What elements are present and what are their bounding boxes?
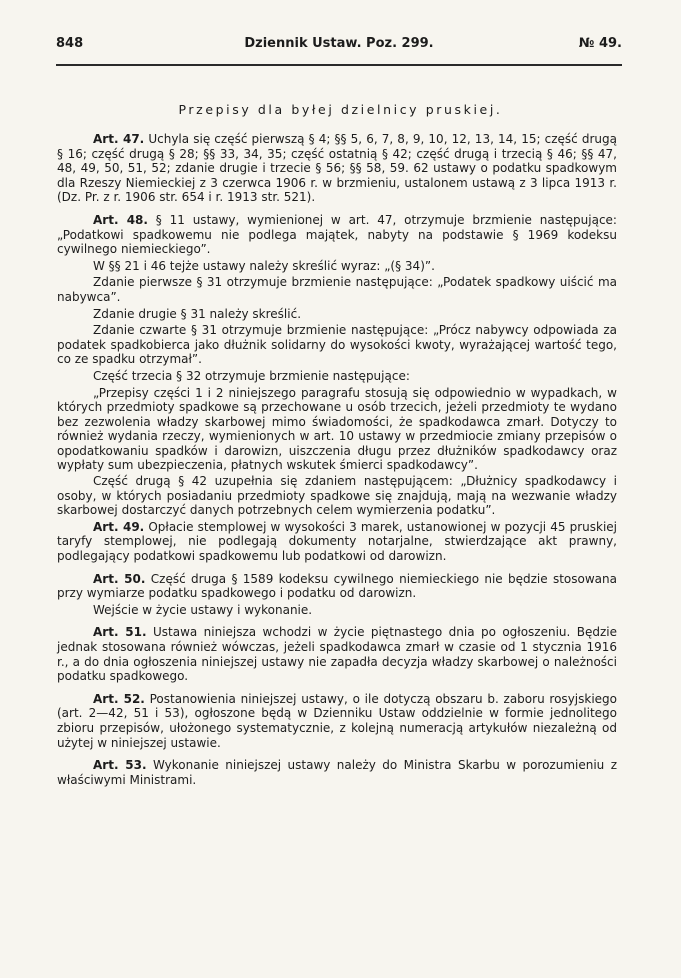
- paragraph: [57, 520, 617, 564]
- paragraph: [57, 213, 617, 257]
- paragraph: [57, 572, 617, 601]
- paragraph-text: Część drugą § 42 uzupełnia się zdaniem następującem: „Dłużnicy spadkodawcy i osoby, w których posiadaniu przedmioty spadkowe się znajdują, mają na wezwanie władzy skarbowej dostarczyć danych potrzebnych celem wymierzenia podatku”.: [57, 474, 617, 518]
- article-number: Art. 47.: [93, 132, 145, 146]
- article-number: Art. 53.: [93, 758, 147, 773]
- header-rule: [56, 64, 622, 66]
- paragraph: [57, 323, 617, 367]
- section-heading: [57, 603, 617, 618]
- document-body: [57, 132, 617, 789]
- article-number: Art. 51.: [93, 625, 147, 640]
- paragraph: [57, 758, 617, 787]
- paragraph-text: Postanowienia niniejszej ustawy, o ile dotyczą obszaru b. zaboru rosyjskiego (art. 2—42, 51 i 53), ogłoszone będą w Dzienniku Ustaw oddzielnie w formie jednolitego zbioru przepisów, ułożonego systematycznie, z kolejną numeracją artykułów niezależną od użytej w niniejszej ustawie.: [57, 691, 618, 750]
- paragraph-text: Uchyla się część pierwszą § 4; §§ 5, 6, 7, 8, 9, 10, 12, 13, 14, 15; część drugą § 16; część drugą § 28; §§ 33, 34, 35; część ostatnią § 42; część drugą i trzecią § 46; §§ 47, 48, 49, 50, 51, 52; zdanie drugie i trzecie § 56; §§ 58, 59. 62 ustawy o podatku spadkowym dla Rzeszy Niemieckiej z 3 czerwca 1906 r. w brzmieniu, ustalonem ustawą z 3 lipca 1913 r. (Dz. Pr. z r. 1906 str. 654 i r. 1913 str. 521).: [57, 132, 617, 205]
- article-number: Art. 48.: [93, 212, 148, 227]
- paragraph-text: Opłacie stemplowej w wysokości 3 marek, ustanowionej w pozycji 45 pruskiej taryfy stemplowej, nie podlegają dokumenty notarjalne, stwierdzające akt prawny, podlegający podatkowi spadkowemu lub podatkowi od darowizn.: [57, 519, 618, 564]
- paragraph-text: Wykonanie niniejszej ustawy należy do Ministra Skarbu w porozumieniu z właściwymi Ministrami.: [57, 758, 618, 787]
- paragraph-text: Zdanie czwarte § 31 otrzymuje brzmienie następujące: „Prócz nabywcy odpowiada za podatek spadkobierca jako dłużnik solidarny do wysokości kwoty, wyrażającej wartość tego, co ze spadku otrzymał”.: [57, 323, 617, 367]
- page-header: [56, 36, 622, 58]
- paragraph: [57, 625, 617, 683]
- paragraph: [57, 692, 617, 750]
- article-number: Art. 50.: [93, 571, 146, 586]
- paragraph-text: Ustawa niniejsza wchodzi w życie piętnastego dnia po ogłoszeniu. Będzie jednak stosowana również wówczas, jeżeli spadkodawca zmarł w czasie od 1 stycznia 1916 r., a do dnia ogłoszenia niniejszej ustawy nie zapadła decyzja władzy skarbowej o należności podatku spadkowego.: [57, 625, 617, 684]
- paragraph-text: § 11 ustawy, wymienionej w art. 47, otrzymuje brzmienie następujące: „Podatkowi spadkowemu nie podlega majątek, nabyty na podstawie § 1969 kodeksu cywilnego niemieckiego”.: [57, 212, 617, 257]
- paragraph: [57, 259, 617, 274]
- page-number: 848: [56, 36, 84, 51]
- article-number: Art. 49.: [93, 519, 145, 534]
- paragraph-text: „Przepisy części 1 i 2 niniejszego paragrafu stosują się odpowiednio w wypadkach, w których przedmioty spadkowe są przechowane u osób trzecich, jeżeli przedmioty te wydano bez zezwolenia władzy skarbowej mimo świadomości, że spadkodawca zmarł. Dotyczy to również wydania rzeczy, wymienionych w art. 10 ustawy w przedmiocie zmiany przepisów o opodatkowaniu spadków i darowizn, uiszczenia długu przez dłużników spadkodawcy oraz wypłaty sum ubezpieczenia, płatnych wskutek śmierci spadkodawcy”.: [57, 385, 617, 473]
- paragraph-text: Część druga § 1589 kodeksu cywilnego niemieckiego nie będzie stosowana przy wymiarze podatku spadkowego i podatku od darowizn.: [57, 571, 617, 601]
- paragraph-text: W §§ 21 i 46 tejże ustawy należy skreślić wyraz: „(§ 34)”.: [93, 258, 435, 273]
- paragraph: [57, 474, 617, 518]
- paragraph-text: Wejście w życie ustawy i wykonanie.: [93, 602, 313, 617]
- paragraph: [57, 386, 617, 474]
- paragraph: [57, 132, 617, 205]
- paragraph-text: Zdanie pierwsze § 31 otrzymuje brzmienie następujące: „Podatek spadkowy uiścić ma nabywca”.: [57, 275, 617, 304]
- journal-title: Dziennik Ustaw. Poz. 299.: [244, 36, 434, 51]
- paragraph-text: Część trzecia § 32 otrzymuje brzmienie następujące:: [93, 368, 410, 383]
- paragraph: [57, 275, 617, 304]
- issue-number: № 49.: [578, 36, 622, 51]
- paragraph: [57, 307, 617, 322]
- article-number: Art. 52.: [93, 691, 145, 706]
- section-title: Przepisy dla byłej dzielnicy pruskiej.: [178, 102, 503, 117]
- paragraph: [57, 369, 617, 384]
- paragraph-text: Zdanie drugie § 31 należy skreślić.: [93, 306, 302, 321]
